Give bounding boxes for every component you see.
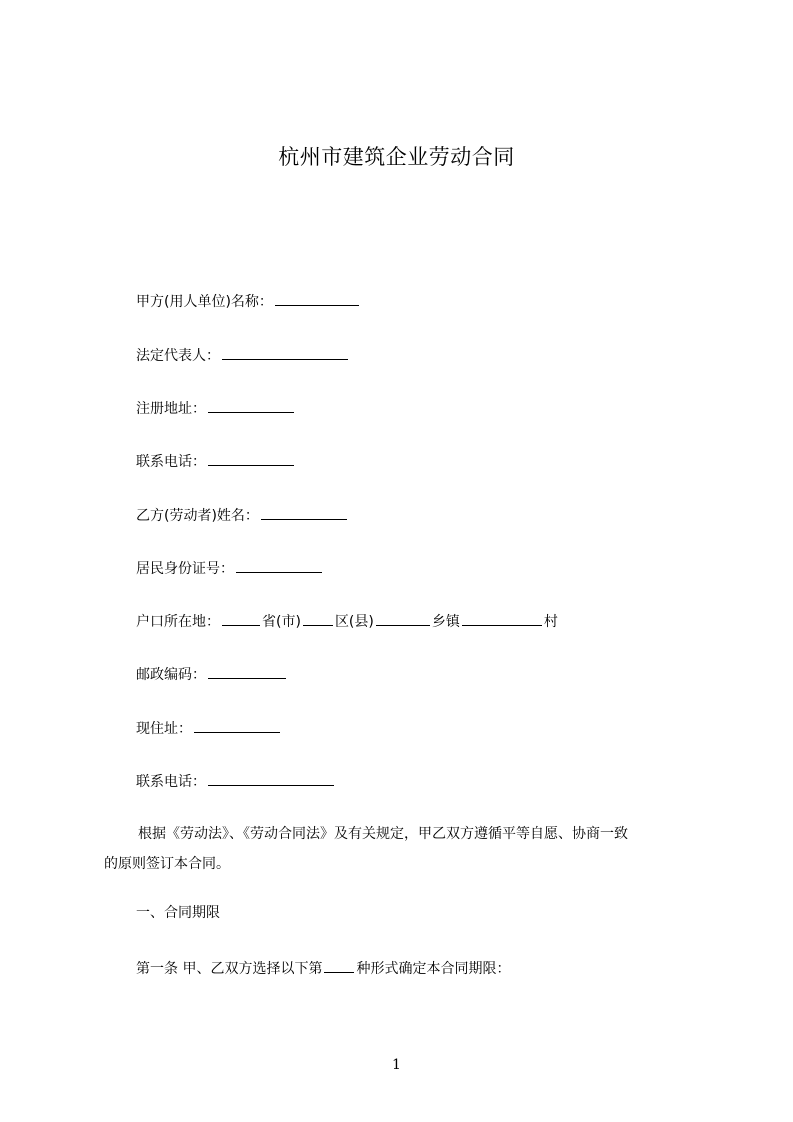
current-address-line — [136, 718, 282, 739]
employee-phone-blank — [208, 771, 334, 786]
id-number-blank — [236, 558, 322, 573]
household-label: 户口所在地： — [136, 614, 220, 630]
article-1-suffix: 种形式确定本合同期限： — [356, 961, 511, 977]
current-address-blank — [194, 718, 280, 733]
document-title: 杭州市建筑企业劳动合同 — [278, 145, 515, 169]
employer-name-blank — [275, 291, 359, 306]
id-number-label: 居民身份证号： — [136, 561, 234, 577]
province-text: 省(市) — [262, 614, 301, 630]
legal-rep-blank — [222, 345, 348, 360]
employee-name-label: 乙方(劳动者)姓名： — [136, 508, 259, 524]
employer-name-label: 甲方(用人单位)名称： — [136, 294, 273, 310]
employer-phone-blank — [208, 451, 294, 466]
preamble-line-1: 根据《劳动法》、《劳动合同法》及有关规定，甲乙双方遵循平等自愿、协商一致 — [138, 826, 628, 842]
article-1 — [136, 958, 510, 979]
preamble-paragraph — [104, 819, 704, 879]
postcode-line — [136, 664, 288, 685]
township-text: 乡镇 — [431, 614, 460, 630]
reg-address-line — [136, 398, 296, 419]
employer-phone-line — [136, 451, 296, 472]
preamble-line-2: 的原则签订本合同。 — [104, 856, 230, 872]
legal-rep-line — [136, 345, 350, 366]
postcode-blank — [208, 664, 286, 679]
household-line — [136, 611, 558, 632]
village-blank — [462, 611, 542, 626]
employer-phone-label: 联系电话： — [136, 454, 206, 470]
employee-phone-line — [136, 771, 336, 792]
village-text: 村 — [543, 614, 558, 630]
employee-name-blank — [261, 505, 347, 520]
article-1-blank — [324, 958, 354, 973]
township-blank — [376, 611, 430, 626]
district-blank — [303, 611, 333, 626]
id-number-line — [136, 558, 324, 579]
employer-name-line — [136, 291, 361, 312]
reg-address-label: 注册地址： — [136, 401, 206, 417]
postcode-label: 邮政编码： — [136, 667, 206, 683]
employee-phone-label: 联系电话： — [136, 774, 206, 790]
employee-name-line — [136, 505, 349, 526]
article-1-prefix: 第一条 甲、乙双方选择以下第 — [136, 961, 323, 977]
page-number: 1 — [392, 1057, 401, 1073]
legal-rep-label: 法定代表人： — [136, 348, 220, 364]
section-heading: 一、合同期限 — [136, 905, 220, 921]
current-address-label: 现住址： — [136, 721, 192, 737]
district-text: 区(县) — [334, 614, 374, 630]
province-blank — [222, 611, 260, 626]
reg-address-blank — [208, 398, 294, 413]
